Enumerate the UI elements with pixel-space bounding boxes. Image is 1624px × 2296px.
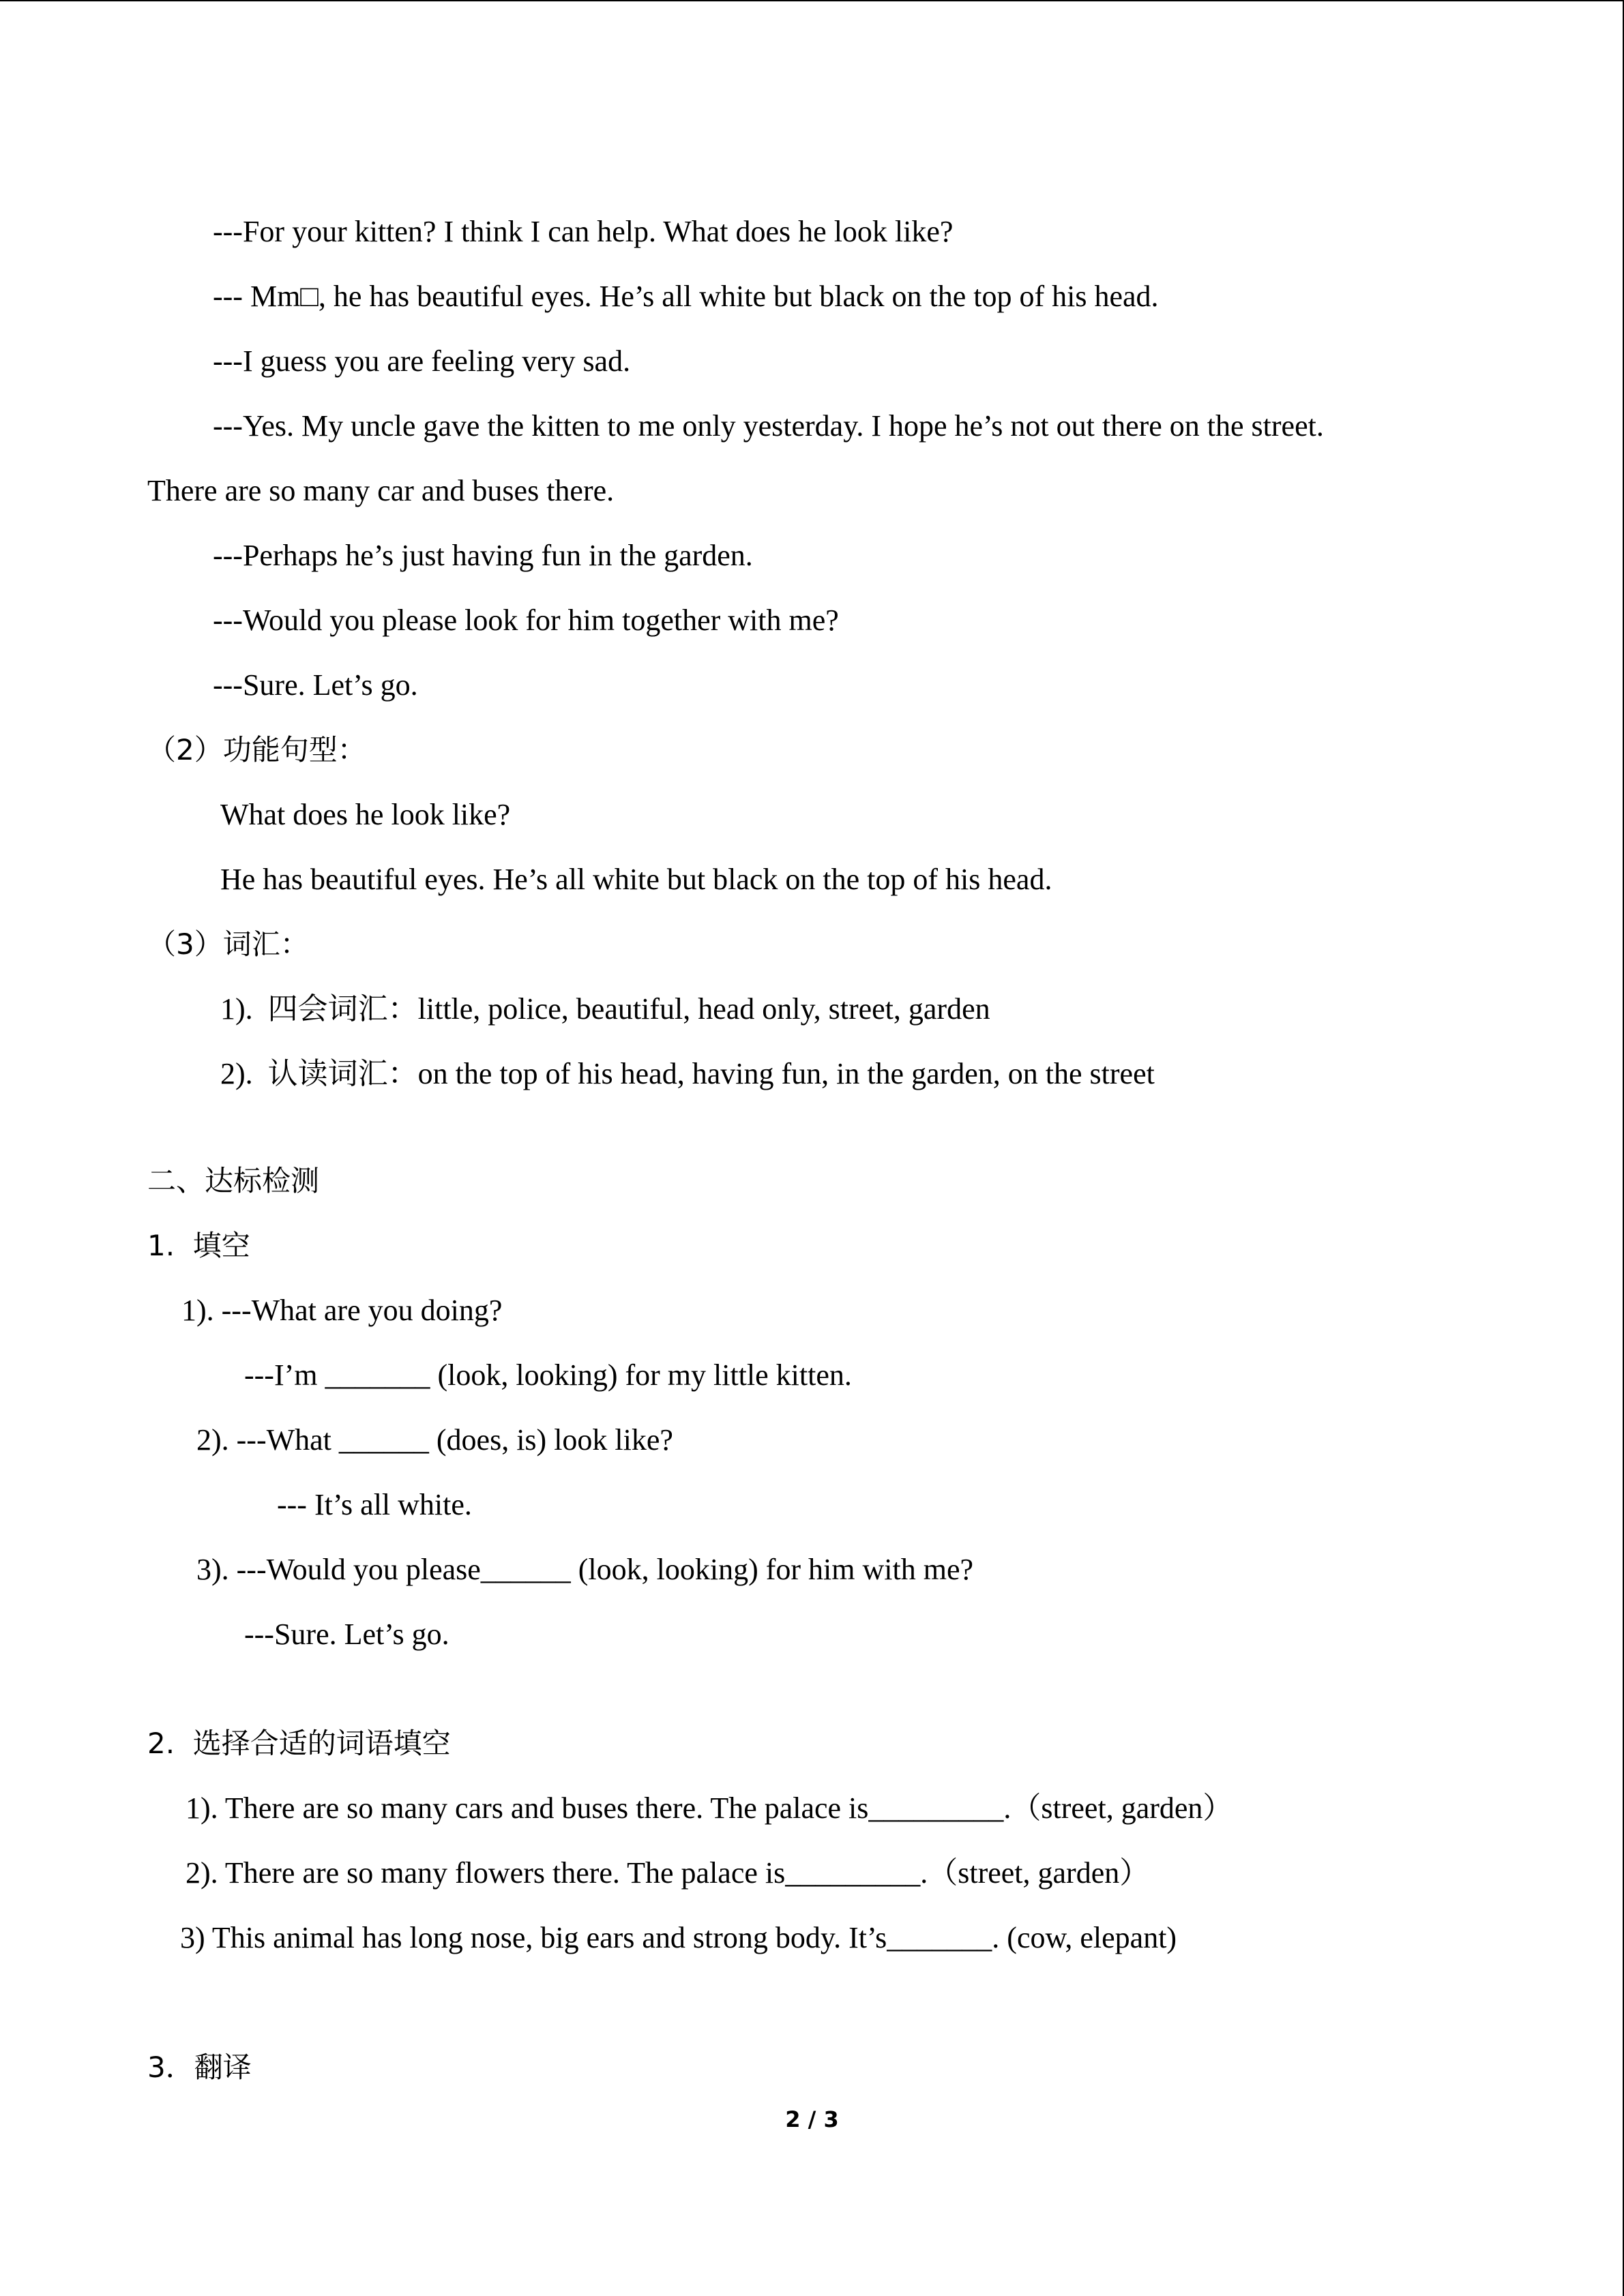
question-1-item-3-answer: ---Sure. Let’s go. <box>244 1617 449 1651</box>
question-2-item-2: 2). There are so many flowers there. The palace is_________.（street, garden） <box>186 1856 1150 1890</box>
dialogue-line-2: --- Mm□, he has beautiful eyes. He’s all white but black on the top of his head. <box>213 280 1159 313</box>
section-2-heading: 二、达标检测 <box>147 1164 320 1197</box>
question-2-item-1: 1). There are so many cars and buses there. The palace is_________.（street, garden） <box>186 1791 1233 1825</box>
question-1-heading: 1. 填空 <box>147 1229 250 1262</box>
question-1-item-2-answer: --- It’s all white. <box>277 1488 472 1521</box>
dialogue-line-6: ---Would you please look for him together with me? <box>213 603 839 637</box>
page-number: 2 / 3 <box>785 2106 839 2132</box>
question-1-item-1: 1). ---What are you doing? <box>181 1294 503 1327</box>
vocab-heading: （3）词汇： <box>147 927 309 961</box>
functional-heading: （2）功能句型： <box>147 733 366 766</box>
dialogue-line-7: ---Sure. Let’s go. <box>213 668 418 702</box>
vocab-item-1: 1). 四会词汇：little, police, beautiful, head only, street, garden <box>220 992 990 1026</box>
question-2-item-3: 3) This animal has long nose, big ears and strong body. It’s_______. (cow, elepant) <box>180 1921 1177 1954</box>
vocab-item-2: 2). 认读词汇：on the top of his head, having fun, in the garden, on the street <box>220 1057 1155 1090</box>
question-1-item-1-answer: ---I’m _______ (look, looking) for my little kitten. <box>244 1358 852 1392</box>
dialogue-line-1: ---For your kitten? I think I can help. What does he look like? <box>213 215 954 248</box>
dialogue-line-5: ---Perhaps he’s just having fun in the garden. <box>213 539 753 572</box>
dialogue-line-3: ---I guess you are feeling very sad. <box>213 344 631 378</box>
functional-sentence-2: He has beautiful eyes. He’s all white but black on the top of his head. <box>220 863 1052 896</box>
dialogue-line-4: ---Yes. My uncle gave the kitten to me only yesterday. I hope he’s not out there on the street. <box>213 409 1324 443</box>
dialogue-line-4-continued: There are so many car and buses there. <box>147 474 615 507</box>
question-1-item-2: 2). ---What ______ (does, is) look like? <box>196 1423 673 1457</box>
question-1-item-3: 3). ---Would you please______ (look, looking) for him with me? <box>196 1553 974 1586</box>
question-3-heading: 3．翻译 <box>147 2051 252 2084</box>
functional-sentence-1: What does he look like? <box>220 798 511 831</box>
question-2-heading: 2. 选择合适的词语填空 <box>147 1727 451 1760</box>
